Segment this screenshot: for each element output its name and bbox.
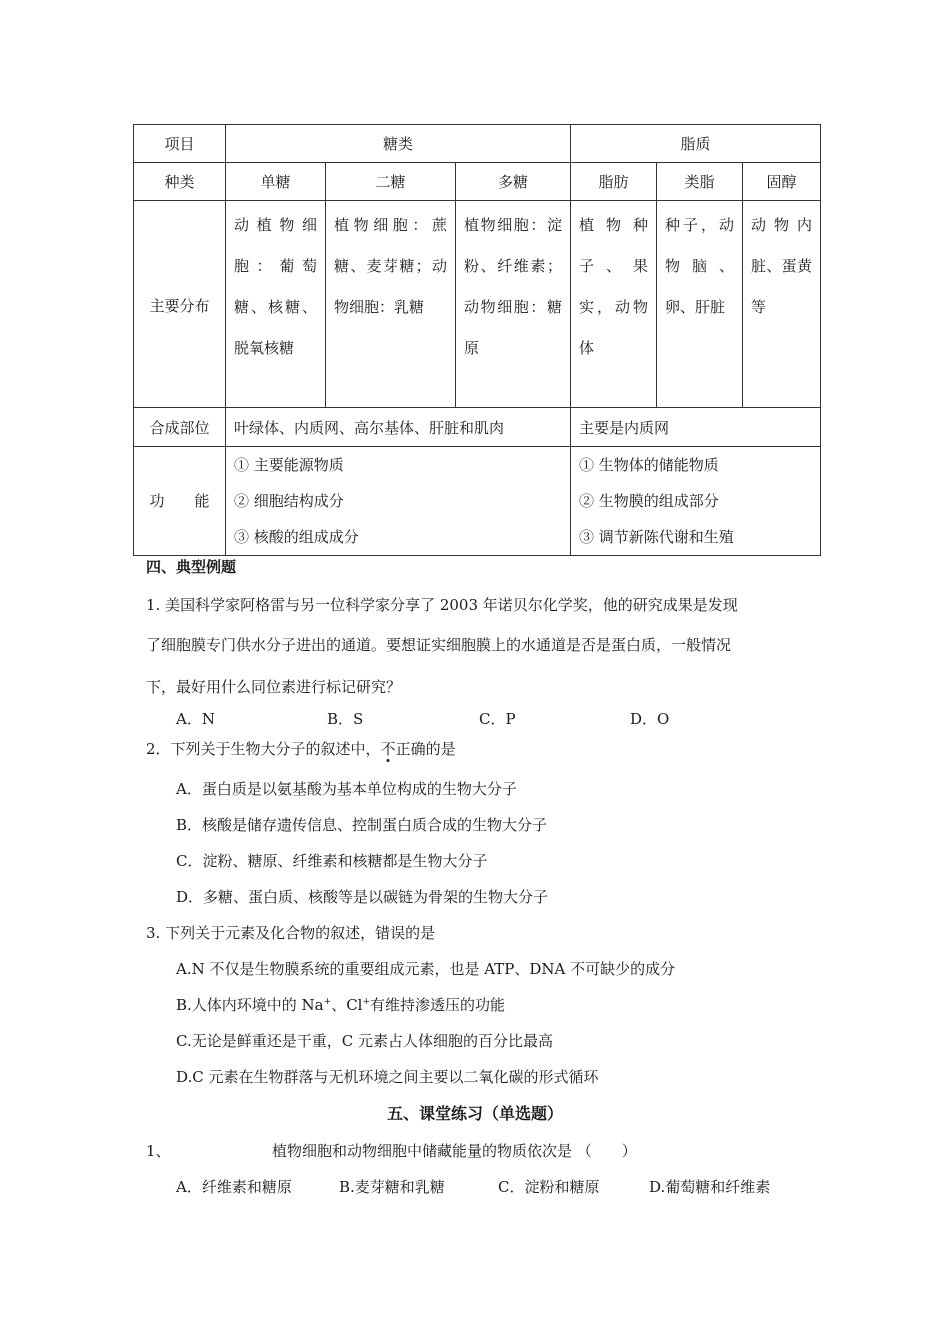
function-lipid-item: ① 生物体的储能物质: [579, 456, 719, 474]
kind-mono: 单糖: [226, 163, 326, 201]
q2-option: C．淀粉、糖原、纤维素和核糖都是生物大分子: [176, 852, 488, 870]
kind-sterol: 固醇: [743, 163, 821, 201]
function-lipid-item: ③ 调节新陈代谢和生殖: [579, 528, 734, 546]
q1-option: B．S: [327, 710, 364, 728]
s5-q1-option: C．淀粉和糖原: [498, 1178, 600, 1196]
q2-stem: [146, 738, 456, 759]
q3-option-d: D.C 元素在生物群落与无机环境之间主要以二氧化碳的形式循环: [176, 1068, 599, 1086]
q2-stem-post: 正确的是: [395, 740, 456, 758]
section4-title: 四、典型例题: [146, 558, 237, 576]
distribution-label: 主要分布: [134, 201, 226, 408]
kind-lipoid: 类脂: [657, 163, 743, 201]
q1-option: D．O: [630, 710, 670, 728]
q2-option: A．蛋白质是以氨基酸为基本单位构成的生物大分子: [176, 780, 517, 798]
q2-option: B．核酸是储存遗传信息、控制蛋白质合成的生物大分子: [176, 816, 548, 834]
q2-option: D．多糖、蛋白质、核酸等是以碳链为骨架的生物大分子: [176, 888, 549, 906]
distribution-mono: 动植物细胞：葡萄糖、核糖、脱氧核糖: [226, 201, 326, 408]
distribution-sterol: 动物内脏、蛋黄等: [743, 201, 821, 408]
q2-stem-emphasis: 不: [380, 740, 396, 758]
header-sugar: 糖类: [226, 125, 571, 163]
function-sugar-item: ② 细胞结构成分: [234, 492, 344, 510]
function-sugar: [226, 447, 571, 556]
s5-q1-option: A．纤维素和糖原: [176, 1178, 292, 1196]
function-sugar-item: ③ 核酸的组成成分: [234, 528, 359, 546]
s5-q1-stem: 植物细胞和动物细胞中储藏能量的物质依次是 （ ）: [272, 1142, 637, 1160]
distribution-di: 植物细胞：蔗糖、麦芽糖；动物细胞：乳糖: [326, 201, 456, 408]
function-lipid-item: ② 生物膜的组成部分: [579, 492, 719, 510]
q3-option-b-post: 有维持渗透压的功能: [370, 996, 506, 1014]
synthesis-lipid: 主要是内质网: [571, 408, 821, 447]
kind-fat: 脂肪: [571, 163, 657, 201]
table-synthesis-row: [134, 408, 821, 447]
kinds-label: 种类: [134, 163, 226, 201]
kind-di: 二糖: [326, 163, 456, 201]
s5-q1-options: [0, 1176, 950, 1196]
q3-stem: 3. 下列关于元素及化合物的叙述，错误的是: [146, 924, 436, 942]
q1-line: 下，最好用什么同位素进行标记研究？: [146, 678, 402, 696]
function-sugar-item: ① 主要能源物质: [234, 456, 344, 474]
header-item: 项目: [134, 125, 226, 163]
charge-sup: +: [362, 997, 371, 1007]
section5-title: 五、课堂练习（单选题）: [386, 1104, 563, 1123]
q1-option: C．P: [479, 710, 516, 728]
q1-options: [0, 708, 950, 728]
distribution-fat: 植物种子、果实，动物体: [571, 201, 657, 408]
s5-q1-number: 1、: [146, 1142, 171, 1160]
charge-sup: +: [323, 997, 332, 1007]
synthesis-label: 合成部位: [134, 408, 226, 447]
q1-line: 1. 美国科学家阿格雷与另一位科学家分享了 2003 年诺贝尔化学奖，他的研究成果是发现: [146, 596, 738, 614]
q3-option-c: C.无论是鲜重还是干重，C 元素占人体细胞的百分比最高: [176, 1032, 553, 1050]
q3-option-a: A.N 不仅是生物膜系统的重要组成元素，也是 ATP、DNA 不可缺少的成分: [176, 960, 676, 978]
function-label: 功 能: [134, 447, 226, 556]
distribution-lipoid: 种子，动物脑、卵、肝脏: [657, 201, 743, 408]
q3-option-b-pre: B.人体内环境中的 Na: [176, 996, 324, 1014]
q1-line: 了细胞膜专门供水分子进出的通道。要想证实细胞膜上的水通道是否是蛋白质，一般情况: [146, 636, 732, 654]
q2-stem-pre: 2．下列关于生物大分子的叙述中，: [146, 740, 381, 758]
q3-option-b: [176, 994, 505, 1015]
distribution-poly: 植物细胞：淀粉、纤维素；动物细胞：糖原: [456, 201, 571, 408]
sugar-lipid-table: [133, 124, 821, 556]
s5-q1-option: D.葡萄糖和纤维素: [649, 1178, 771, 1196]
header-lipid: 脂质: [571, 125, 821, 163]
kind-poly: 多糖: [456, 163, 571, 201]
table-header-row: [134, 125, 821, 163]
q1-option: A．N: [176, 710, 215, 728]
s5-q1-option: B.麦芽糖和乳糖: [339, 1178, 445, 1196]
table-distribution-row: [134, 201, 821, 408]
q3-option-b-mid: 、Cl: [331, 996, 363, 1014]
table-function-row: [134, 447, 821, 556]
function-lipid: [571, 447, 821, 556]
table-kinds-row: [134, 163, 821, 201]
synthesis-sugar: 叶绿体、内质网、高尔基体、肝脏和肌肉: [226, 408, 571, 447]
